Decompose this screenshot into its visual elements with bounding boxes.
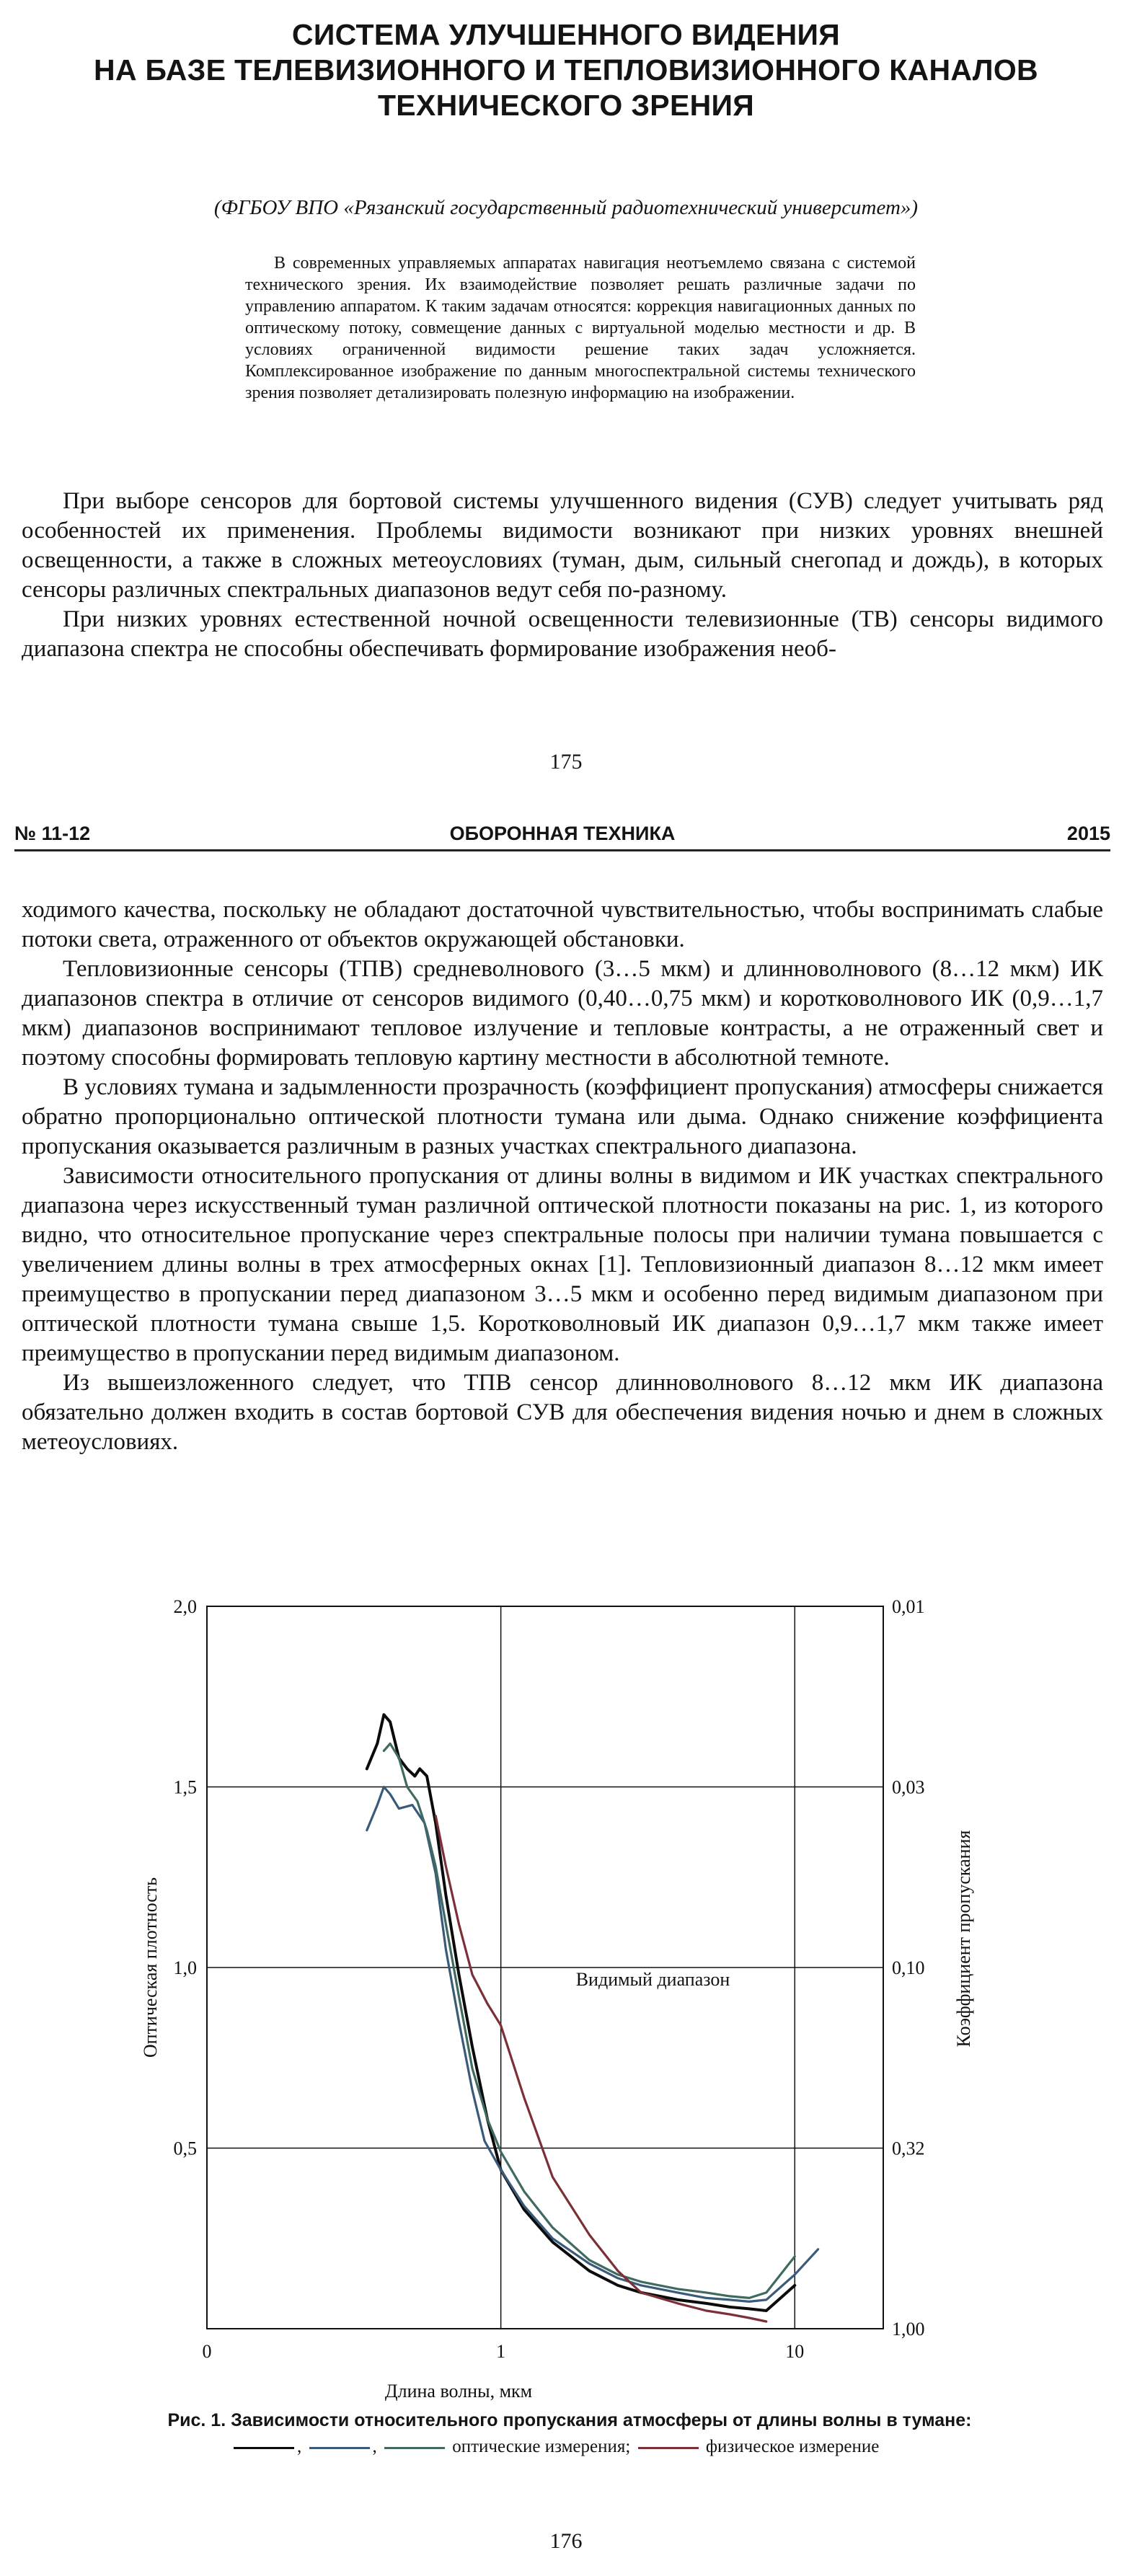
paragraph: При низких уровнях естественной ночной освещенности телевизионные (ТВ) сенсоры видимого диапазона спектра не способны обеспечивать формирование изображения необ- [22,606,1103,662]
figure-caption: Рис. 1. Зависимости относительного пропускания атмосферы от длины волны в тумане: [167,2410,972,2430]
y2-tick-label: 0,10 [892,1957,925,1978]
y2-tick-label: 0,01 [892,1596,925,1617]
page-number: 175 [549,750,583,774]
legend-swatch-black [234,2447,294,2449]
body-text-page1 [22,487,1103,664]
legend-label-optical: оптические измерения; [452,2437,631,2456]
header-rule [14,849,1110,851]
series-line-red [435,1816,766,2322]
legend-sep: , [297,2437,302,2456]
body-text-page2 [22,895,1103,1457]
year: 2015 [1066,823,1110,844]
legend-swatch-blue [309,2447,370,2449]
chart-labels [140,1596,974,2401]
paragraph-continuation: ходимого качества, поскольку не обладают достаточной чувствительностью, чтобы воспринимать слабые потоки света, отраженного от объектов окружающей обстановки. [22,897,1103,952]
chart-series [367,1714,818,2322]
paragraph: В условиях тумана и задымленности прозрачность (коэффициент пропускания) атмосферы снижается обратно пропорционально оптической плотности тумана или дыма. Однако снижение коэффициента пропускания оказывается различным в разных участках спектрального диапазона. [22,1074,1103,1159]
paragraph: При выборе сенсоров для бортовой системы улучшенного видения (СУВ) следует учитывать ряд особенностей их применения. Проблемы видимости возникают при низких уровнях внешней освещенности, а также в сложных метеоусловиях (туман, дым, сильный снегопад и дождь), в которых сенсоры различных спектральных диапазонов ведут себя по-разному. [22,488,1103,603]
legend-label-physical: физическое измерение [705,2437,880,2456]
figure-chart [0,1579,1132,2401]
paragraph: Тепловизионные сенсоры (ТПВ) средневолнового (3…5 мкм) и длинноволнового (8…12 мкм) ИК диапазонов спектра в отличие от сенсоров видимого (0,40…0,75 мкм) и коротковолнового ИК (0,9…1,7 мкм) диапазонов воспринимают тепловое излучение и тепловые контрасты, а не отраженный свет и поэтому способны формировать тепловую картину местности в абсолютной темноте. [22,956,1103,1071]
chart-grid [207,1606,883,2329]
y2-tick-label: 1,00 [892,2319,925,2340]
series-line-teal [384,1743,795,2298]
article-title [0,17,1132,123]
y-tick-label: 0,5 [173,2138,197,2159]
affiliation: (ФГБОУ ВПО «Рязанский государственный радиотехнический университет») [213,196,919,219]
x-tick-label: 0 [202,2341,212,2362]
page-number: 176 [549,2529,583,2553]
title-line: ТЕХНИЧЕСКОГО ЗРЕНИЯ [377,89,755,122]
y-tick-label: 2,0 [173,1596,197,1617]
y2-tick-label: 0,03 [892,1776,925,1798]
figure-legend [231,2437,1024,2461]
abstract: В современных управляемых аппаратах навигация неотъемлемо связана с системой технического зрения. Их взаимодействие позволяет решать различные задачи по управлению аппаратом. К таким задачам относятся: коррекция навигационных данных по оптическому потоку, совмещение данных с виртуальной моделью местности и др. В условиях ограниченной видимости решение таких задач усложняется. Комплексированное изображение по данным многоспектральной системы технического зрения позволяет детализировать полезную информацию на изображении. [245,254,916,402]
x-tick-label: 1 [496,2341,506,2362]
y-tick-label: 1,0 [173,1957,197,1978]
title-line: НА БАЗЕ ТЕЛЕВИЗИОННОГО И ТЕПЛОВИЗИОННОГО КАНАЛОВ [94,53,1038,87]
y-tick-label: 1,5 [173,1776,197,1798]
paragraph: Зависимости относительного пропускания от длины волны в видимом и ИК участках спектрального диапазона через искусственный туман различной оптической плотности показаны на рис. 1, из которого видно, что относительное пропускание через спектральные полосы при наличии тумана повышается с увеличением длины волны в трех атмосферных окнах [1]. Тепловизионный диапазон 8…12 мкм имеет преимущество в пропускании перед диапазоном 3…5 мкм и особенно перед видимым диапазоном при оптической плотности тумана свыше 1,5. Коротковолновый ИК диапазон 0,9…1,7 мкм также имеет преимущество в пропускании перед видимым диапазоном. [22,1163,1103,1366]
paragraph: Из вышеизложенного следует, что ТПВ сенсор длинноволнового 8…12 мкм ИК диапазона обязательно должен входить в состав бортовой СУВ для обеспечения видения ночью и днем в сложных метеоусловиях. [22,1370,1103,1455]
running-header [14,818,1110,850]
legend-swatch-red [638,2447,699,2449]
y2-axis-title: Коэффициент пропускания [953,1830,974,2048]
x-tick-label: 10 [785,2341,805,2362]
y-axis-title: Оптическая плотность [140,1877,161,2058]
issue-number: № 11-12 [14,823,91,844]
x-axis-title: Длина волны, мкм [384,2381,533,2401]
chart-annotation: Видимый диапазон [575,1969,730,1991]
y2-tick-label: 0,32 [892,2138,925,2159]
title-line: СИСТЕМА УЛУЧШЕННОГО ВИДЕНИЯ [291,18,841,51]
legend-swatch-teal [384,2447,445,2449]
legend-sep: , [372,2437,377,2456]
journal-name: ОБОРОННАЯ ТЕХНИКА [449,823,676,844]
